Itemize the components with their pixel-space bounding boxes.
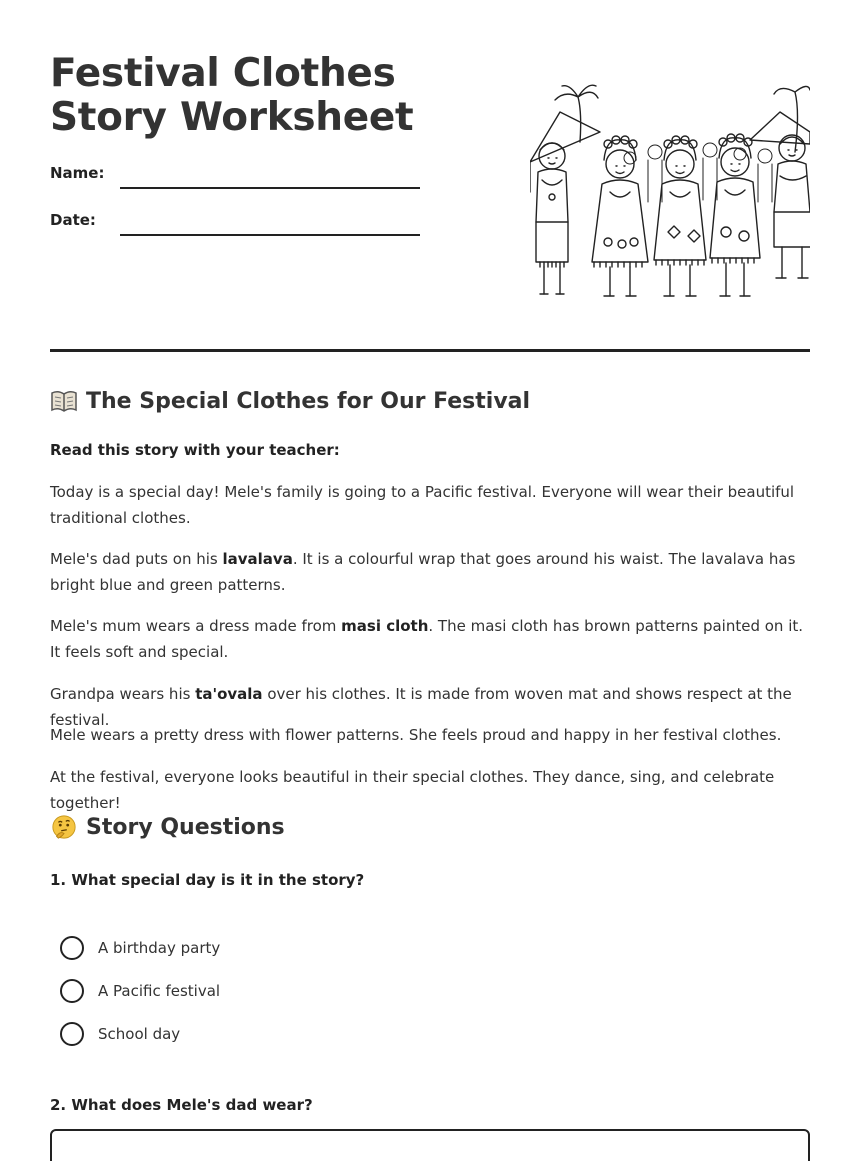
story-instruction: Read this story with your teacher: bbox=[50, 441, 340, 459]
header-divider bbox=[50, 349, 810, 352]
radio-circle[interactable] bbox=[60, 979, 84, 1003]
option-label: School day bbox=[98, 1025, 181, 1043]
date-label: Date: bbox=[50, 211, 96, 229]
option-label: A Pacific festival bbox=[98, 982, 221, 1000]
page-title: Festival Clothes Story Worksheet bbox=[50, 51, 414, 140]
keyword-taovala: ta'ovala bbox=[195, 685, 263, 703]
name-field bbox=[50, 160, 420, 190]
festival-children-illustration bbox=[530, 72, 810, 304]
story-section-heading bbox=[50, 388, 530, 414]
story-paragraph-4: Grandpa wears his ta'ovala over his clothes. It is made from woven mat and shows respect at the festival. bbox=[50, 685, 792, 729]
keyword-masi-cloth: masi cloth bbox=[341, 617, 429, 635]
questions-section-heading bbox=[50, 814, 285, 840]
story-paragraph-5: Mele wears a pretty dress with flower patterns. She feels proud and happy in her festival clothes. bbox=[50, 726, 782, 744]
q1-option-birthday[interactable] bbox=[60, 935, 220, 961]
story-paragraph-2: Mele's dad puts on his lavalava. It is a colourful wrap that goes around his waist. The lavalava has bright blue and green patterns. bbox=[50, 550, 796, 594]
name-write-line[interactable] bbox=[120, 187, 420, 189]
questions-heading-text: Story Questions bbox=[86, 814, 285, 840]
radio-circle[interactable] bbox=[60, 1022, 84, 1046]
thinking-face-icon bbox=[50, 814, 78, 840]
name-label: Name: bbox=[50, 164, 105, 182]
q1-option-pacific-festival[interactable] bbox=[60, 978, 220, 1004]
date-write-line[interactable] bbox=[120, 234, 420, 236]
option-label: A birthday party bbox=[98, 939, 221, 957]
radio-circle[interactable] bbox=[60, 936, 84, 960]
story-heading-text: The Special Clothes for Our Festival bbox=[86, 388, 531, 414]
keyword-lavalava: lavalava bbox=[222, 550, 293, 568]
story-paragraph-6: At the festival, everyone looks beautiful in their special clothes. They dance, sing, and celebrate together! bbox=[50, 768, 775, 812]
date-field bbox=[50, 207, 420, 237]
question-2-label: 2. What does Mele's dad wear? bbox=[50, 1096, 313, 1114]
question-1-label: 1. What special day is it in the story? bbox=[50, 871, 365, 889]
story-paragraph-3: Mele's mum wears a dress made from masi cloth. The masi cloth has brown patterns painted on it. It feels soft and special. bbox=[50, 617, 804, 661]
q1-option-school-day[interactable] bbox=[60, 1021, 180, 1047]
open-book-icon bbox=[50, 388, 78, 414]
story-paragraph-1: Today is a special day! Mele's family is going to a Pacific festival. Everyone will wear their beautiful traditional clothes. bbox=[50, 483, 795, 527]
question-2-answer-box[interactable] bbox=[50, 1129, 810, 1161]
